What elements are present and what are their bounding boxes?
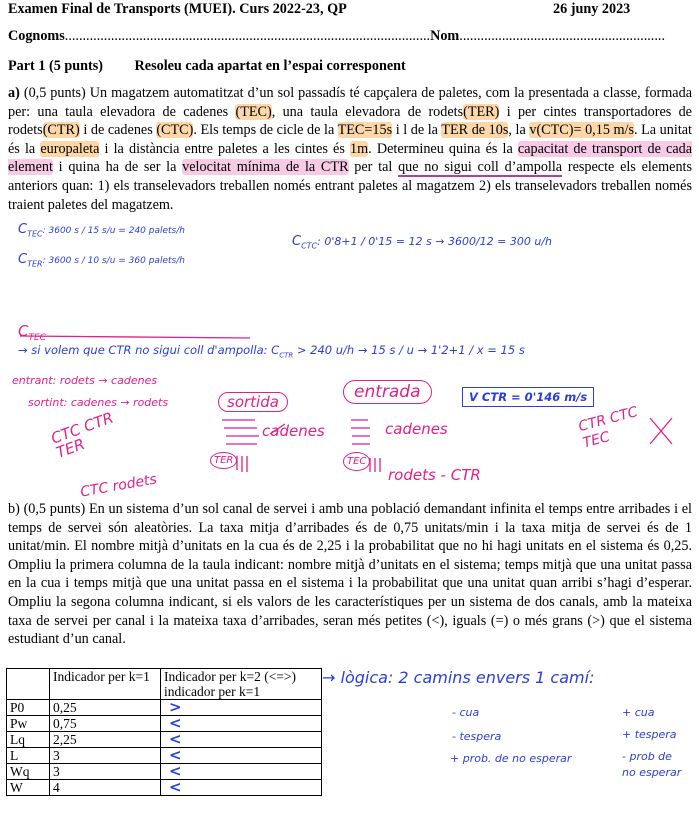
- handwritten-right-2: + tespera: [622, 728, 677, 741]
- text-run: , la: [508, 122, 530, 139]
- text-run: i per cintes transportadores de rodets: [8, 103, 692, 139]
- table-row: [7, 700, 322, 716]
- handwritten-right-3b: no esperar: [622, 766, 682, 779]
- exam-date: 26 juny 2023: [553, 1, 631, 17]
- table-corner: [7, 669, 50, 700]
- highlight-1m: 1m: [350, 140, 369, 157]
- handwritten-ctr-stack: CTR CTC TEC: [576, 403, 640, 452]
- pink-hatch-2: [351, 420, 370, 444]
- table-header-row: [7, 669, 322, 700]
- hw-text: CTR: [279, 351, 294, 360]
- table-row: [7, 748, 322, 764]
- row-comparison[interactable]: <: [161, 764, 322, 780]
- table-row: [7, 716, 322, 732]
- underline-ampolla: que no sigui coll d’ampolla: [398, 159, 563, 176]
- handwritten-right-1: + cua: [622, 706, 655, 719]
- highlight-ctc: (CTC): [156, 122, 194, 139]
- table-row: [7, 764, 322, 780]
- text-run: i quina ha de ser la: [52, 159, 183, 176]
- handwritten-logica: → lògica: 2 camins envers 1 camí:: [322, 668, 595, 687]
- hw-text: > 240 u/h → 15 s / u → 1'2+1 / x = 15 s: [293, 343, 525, 357]
- row-value: 0,75: [50, 716, 161, 732]
- highlight-tec-15: TEC=15s: [337, 122, 393, 139]
- highlight-min-velocity: velocitat mínima de la CTR: [182, 159, 349, 176]
- row-label: L: [7, 748, 50, 764]
- row-comparison[interactable]: <: [161, 732, 322, 748]
- handwritten-right-3a: - prob de: [622, 750, 672, 763]
- col1-header: Indicador per k=1: [50, 669, 161, 700]
- indicator-table: [6, 668, 322, 796]
- table-row: [7, 780, 322, 796]
- row-value: 3: [50, 764, 161, 780]
- section-b-paragraph: b) (0,5 punts) En un sistema d’un sol canal de servei i amb una població demandant infinita el temps entre arribades i el temps de servei són aleatòries. La taxa mitja d’arribades és de 0,75 unitats/min i la taxa mitja de servei és de 1 unitat/min. El nombre mitjà d’unitats en la cua és de 2,25 i la probabilitat que no hi hagi unitats en el sistema és 0,25. Ompliu la primera columna de la taula indicant: nombre mitjà d’unitats en el sistema; temps mitjà que una unitat passa en la cua i temps mitjà que una unitat passa en el sistema i la probabilitat que una unitat quan arribi s’hagi d’esperar. Ompliu la segona columna indicant, si els valors de les característiques per un sistema de dos canals, amb la mateixa taxa de servei per canal i la mateixa taxa d’arribades, seran més petites (<), iguals (=) o més grans (>) que el sistema estudiant d’un canal.: [8, 501, 692, 648]
- text-run: . La unitat és la: [8, 122, 692, 157]
- handwritten-tec-circle: TEC: [343, 452, 370, 471]
- hw-text: TER: [27, 259, 43, 269]
- row-comparison[interactable]: <: [161, 716, 322, 732]
- handwritten-vctr-box: V CTR = 0'146 m/s: [462, 387, 594, 407]
- row-label: Pw: [7, 716, 50, 732]
- handwritten-entrada: entrada: [343, 380, 432, 404]
- handwritten-sortida: sortida: [218, 392, 288, 412]
- hw-text: TEC: [28, 333, 46, 343]
- handwritten-ter-circle: TER: [210, 452, 237, 469]
- col2-header: [161, 669, 322, 700]
- handwritten-left-2: - tespera: [452, 730, 502, 743]
- hw-text: C: [18, 322, 29, 340]
- text-run: . Determineu quina és la: [368, 140, 518, 157]
- row-label: Wq: [7, 764, 50, 780]
- hw-text: C: [18, 222, 28, 237]
- exam-title: Examen Final de Transports (MUEI). Curs 2022-23, QP: [8, 1, 347, 17]
- part-label: Part 1 (5 punts): [8, 58, 103, 74]
- handwritten-cadenes-1: cadenes: [262, 422, 325, 440]
- handwritten-ctc-col: CTC CTR TER: [48, 408, 116, 462]
- handwritten-rodets-ctr: rodets - CTR: [388, 466, 481, 484]
- row-value: 4: [50, 780, 161, 796]
- handwritten-entrant: entrant: rodets → cadenes: [12, 374, 158, 387]
- hw-text: C: [18, 252, 28, 267]
- text-run: . Els temps de cicle de la: [193, 122, 338, 139]
- handwritten-left-1: - cua: [452, 706, 480, 719]
- pink-x: [650, 418, 672, 444]
- hw-text: : 0'8+1 / 0'15 = 12 s → 3600/12 = 300 u/h: [317, 235, 552, 248]
- highlight-ter-10: TER de 10s: [441, 122, 509, 139]
- col2-header-line: Indicador per k=2 (<=>): [164, 669, 297, 684]
- section-a-label: a): [8, 85, 20, 101]
- handwritten-sortint: sortint: cadenes → rodets: [28, 396, 169, 409]
- highlight-ter: (TER): [463, 103, 500, 120]
- text-run: i de cadenes: [79, 122, 157, 139]
- col2-header-line: indicador per k=1: [164, 684, 261, 699]
- text-run: (0,5 punts) Un magatzem automatitzat d’un sol passadís té capçalera de paletes, com la presentada a classe, formada per: una taula elevadora de cadenes: [8, 85, 692, 120]
- row-value: 2,25: [50, 732, 161, 748]
- pink-underline: [20, 336, 250, 338]
- nom-dots: ..........................................................: [459, 28, 665, 44]
- highlight-capacity: capacitat de transport de cada element: [8, 140, 693, 176]
- row-comparison[interactable]: <: [161, 748, 322, 764]
- hw-text: C: [292, 234, 302, 249]
- hw-text: : 3600 s / 10 s/u = 360 palets/h: [42, 256, 185, 266]
- row-comparison[interactable]: >: [161, 700, 322, 716]
- highlight-europaleta: europaleta: [40, 140, 100, 157]
- highlight-tec: (TEC): [235, 103, 272, 120]
- pink-hatch-1: [222, 420, 259, 444]
- cognoms-dots: .......................................................................................................: [64, 28, 431, 44]
- table-row: [7, 732, 322, 748]
- handwritten-ctc-rodets: CTC rodets: [79, 471, 158, 501]
- row-value: 0,25: [50, 700, 161, 716]
- handwritten-left-3: + prob. de no esperar: [450, 752, 572, 765]
- highlight-ctr: (CTR): [42, 122, 80, 139]
- text-run: respecte els elements anteriors quan: 1) els transelevadors treballen només entrant paletes al magatzem 2) els transelevadors treballen només traient paletes del magatzem.: [8, 159, 692, 213]
- part-instruction: Resoleu cada apartat en l’espai corresponent: [134, 58, 406, 74]
- text-run: per tal: [348, 159, 399, 176]
- row-label: Lq: [7, 732, 50, 748]
- row-value: 3: [50, 748, 161, 764]
- text-run: i l de la: [392, 122, 442, 139]
- row-label: W: [7, 780, 50, 796]
- hw-text: → si volem que CTR no sigui coll d'ampolla: C: [18, 343, 280, 357]
- cognoms-label: Cognoms: [8, 28, 65, 44]
- highlight-velocity: v(CTC)= 0,15 m/s: [529, 122, 634, 139]
- row-comparison[interactable]: <: [161, 780, 322, 796]
- handwritten-cadenes-2: cadenes: [385, 420, 448, 438]
- text-run: , una taula elevadora de rodets: [271, 103, 464, 120]
- nom-label: Nom: [430, 28, 460, 44]
- hw-text: CTC: [301, 241, 318, 251]
- hw-text: TEC: [27, 229, 43, 239]
- row-label: P0: [7, 700, 50, 716]
- hw-text: : 3600 s / 15 s/u = 240 palets/h: [42, 226, 185, 236]
- text-run: i la distància entre paletes a les cintes és: [99, 140, 351, 157]
